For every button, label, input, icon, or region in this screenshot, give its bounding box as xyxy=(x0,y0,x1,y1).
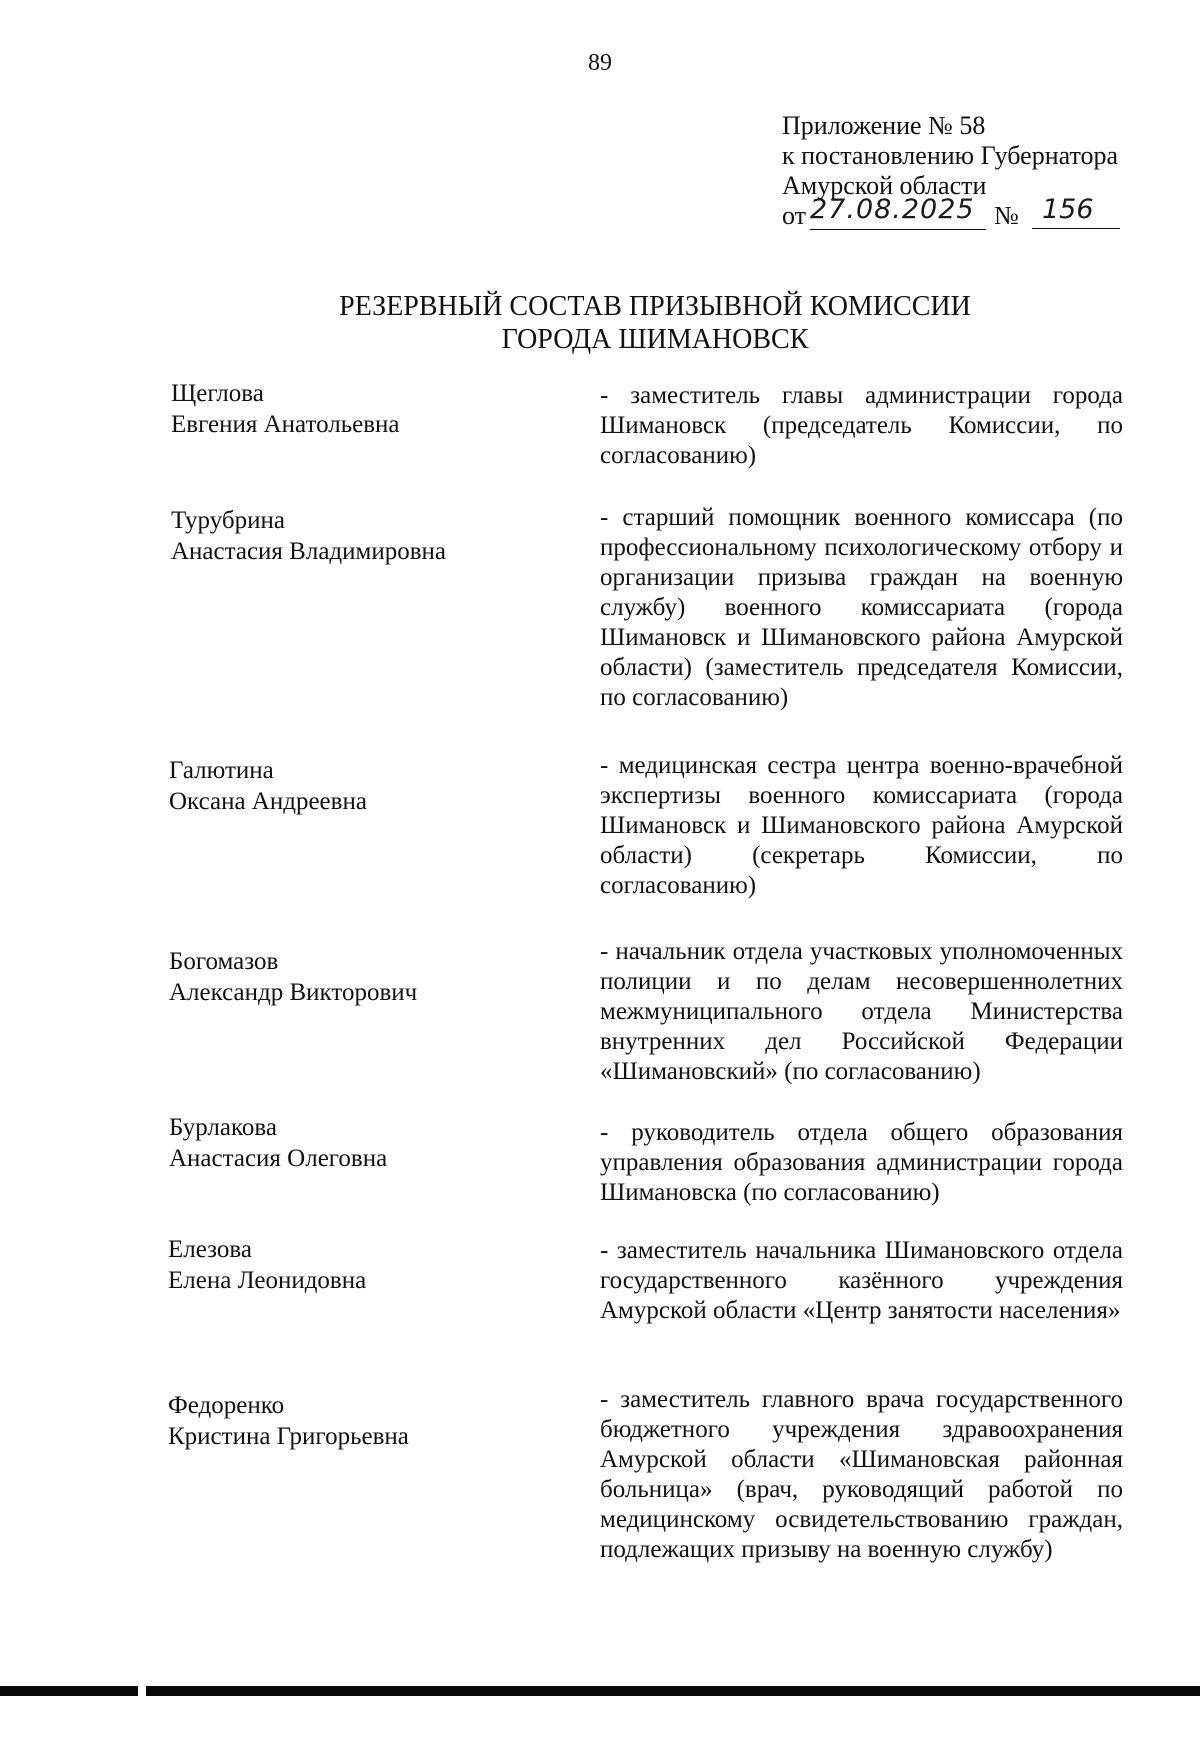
member-given-names: Кристина Григорьевна xyxy=(168,1423,409,1450)
member-role: - руководитель отдела общего образования управления образования администрации города Шимановска (по согласованию) xyxy=(600,1119,1123,1206)
member-role: - заместитель главы администрации города Шимановск (председатель Комиссии, по согласованию) xyxy=(600,382,1123,469)
handwritten-number: 156 xyxy=(1032,195,1120,229)
bottom-rule-gap xyxy=(138,1686,146,1696)
page-number: 89 xyxy=(588,50,612,76)
member-surname: Бурлакова xyxy=(169,1114,277,1141)
member-surname: Галютина xyxy=(169,757,274,784)
handwritten-date: 27.08.2025 xyxy=(810,195,986,230)
annex-header xyxy=(782,111,1182,235)
member-role: - заместитель начальника Шимановского отдела государственного казённого учреждения Амурской области «Центр занятости населения» xyxy=(600,1237,1123,1324)
document-title-line-1: РЕЗЕРВНЫЙ СОСТАВ ПРИЗЫВНОЙ КОМИССИИ xyxy=(339,291,971,322)
member-given-names: Анастасия Олеговна xyxy=(169,1145,388,1172)
member-surname: Елезова xyxy=(168,1236,252,1263)
document-title xyxy=(0,290,1200,356)
member-surname: Щеглова xyxy=(171,380,264,407)
member-given-names: Елена Леонидовна xyxy=(168,1267,367,1294)
member-given-names: Анастасия Владимировна xyxy=(171,538,446,565)
member-role: - заместитель главного врача государственного бюджетного учреждения здравоохранения Амурской области «Шимановская районная больница» (врач, руководящий работой по медицинскому освидетельствованию граждан, подлежащих призыву на военную службу) xyxy=(600,1386,1123,1563)
date-prefix: от xyxy=(782,201,807,230)
annex-signature-line xyxy=(782,195,1182,235)
member-surname: Федоренко xyxy=(168,1392,285,1419)
member-role: - медицинская сестра центра военно-врачебной экспертизы военного комиссариата (города Шимановск и Шимановского района Амурской области) (секретарь Комиссии, по согласованию) xyxy=(600,752,1123,899)
member-surname: Турубрина xyxy=(171,507,285,534)
member-given-names: Евгения Анатольевна xyxy=(171,411,400,438)
member-role: - начальник отдела участковых уполномоченных полиции и по делам несовершеннолетних межмуниципального отдела Министерства внутренних дел Российской Федерации «Шимановский» (по согласованию) xyxy=(600,938,1123,1085)
annex-region: Амурской области xyxy=(782,171,987,200)
annex-decree-ref: к постановлению Губернатора xyxy=(782,141,1119,170)
member-role: - старший помощник военного комиссара (по профессиональному психологическому отбору и организации призыва граждан на военную службу) военного комиссариата (города Шимановск и Шимановского района Амурской области) (заместитель председателя Комиссии, по согласованию) xyxy=(600,504,1123,711)
member-given-names: Александр Викторович xyxy=(169,979,418,1006)
member-surname: Богомазов xyxy=(169,948,279,975)
member-given-names: Оксана Андреевна xyxy=(169,788,367,815)
annex-title: Приложение № 58 xyxy=(782,111,986,140)
document-title-line-2: ГОРОДА ШИМАНОВСК xyxy=(501,324,809,355)
bottom-rule xyxy=(0,1686,1200,1696)
number-label: № xyxy=(994,201,1019,230)
